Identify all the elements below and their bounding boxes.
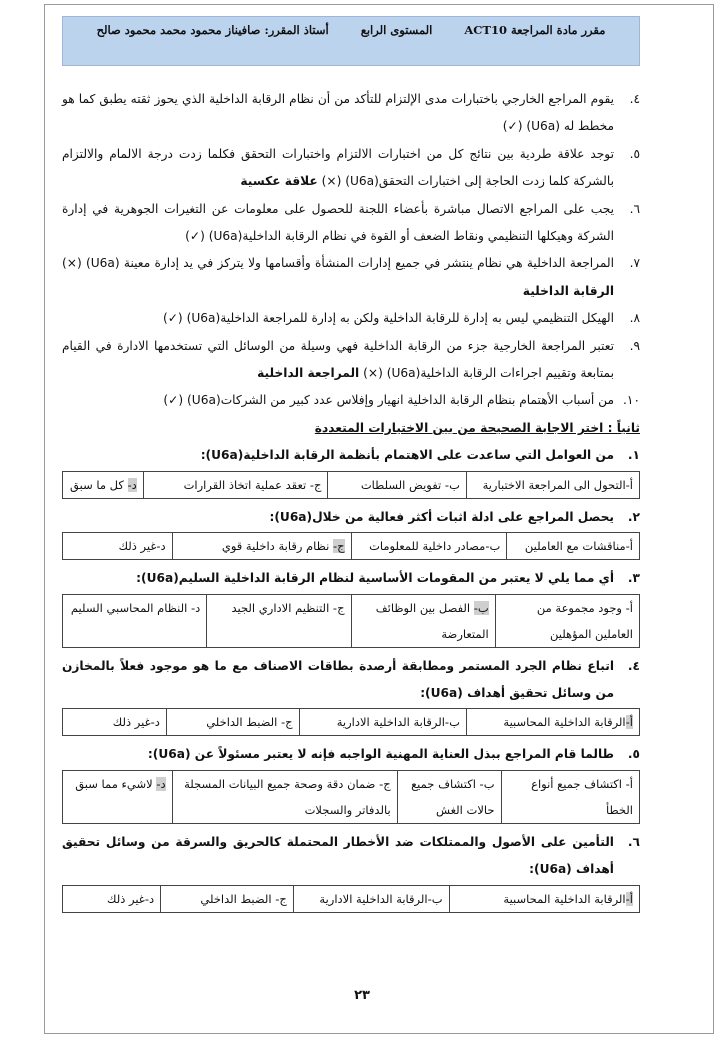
option-b[interactable]: ب-مصادر داخلية للمعلومات	[351, 533, 507, 560]
option-c[interactable]: ج- الضبط الداخلي	[161, 885, 294, 912]
statement-item	[62, 333, 640, 388]
page-content	[62, 86, 640, 918]
option-d[interactable]: د- كل ما سبق	[63, 471, 144, 498]
option-b[interactable]: ب- تفويض السلطات	[328, 471, 466, 498]
item-number: ٥.	[629, 146, 640, 161]
item-text: توجد علاقة طردية بين نتائج كل من اختبارات الالتزام واختبارات التحقق فكلما زدت درجة الالمام والالتزام بالشركة كلما زدت الحاجة إلى اختبارات التحقق(U6a) (×) علاقة عكسية	[62, 146, 614, 189]
option-c[interactable]: ج- ضمان دقة وصحة جميع البيانات المسجلة بالدفاتر والسجلات	[172, 770, 397, 823]
page-header	[62, 16, 640, 66]
option-c[interactable]: ج- التنظيم الاداري الجيد	[207, 594, 351, 647]
item-number: ١٠.	[623, 393, 640, 408]
option-c[interactable]: ج- نظام رقابة داخلية قوي	[172, 533, 351, 560]
option-a[interactable]: أ- وجود مجموعة من العاملين المؤهلين	[495, 594, 639, 647]
option-c[interactable]: ج- الضبط الداخلي	[166, 709, 299, 736]
item-text: يقوم المراجع الخارجي باختبارات مدى الإلتزام للتأكد من أن نظام الرقابة الداخلية الذي يحوز ثقته يطبق كما هو مخطط له (U6a) (✓)	[62, 92, 614, 134]
option-a[interactable]: أ-مناقشات مع العاملين	[507, 533, 640, 560]
course-title: مقرر مادة المراجعة ACT10	[464, 23, 606, 37]
page-number: ٢٣	[354, 988, 370, 1003]
option-b[interactable]: ب- اكتشاف جميع حالات الغش	[397, 770, 501, 823]
options-table	[62, 708, 640, 736]
item-number: ٨.	[629, 311, 640, 326]
option-a[interactable]: أ-الرقابة الداخلية المحاسبية	[449, 885, 639, 912]
statement-item	[62, 250, 640, 305]
question	[62, 504, 640, 531]
statement-item	[62, 305, 640, 332]
option-d[interactable]: د- النظام المحاسبي السليم	[63, 594, 207, 647]
item-number: ٧.	[629, 256, 640, 271]
options-table	[62, 532, 640, 560]
options-table	[62, 594, 640, 648]
correct-answer: المراجعة الداخلية	[257, 366, 360, 381]
option-d[interactable]: د-غير ذلك	[63, 709, 167, 736]
question-text: التأمين على الأصول والممتلكات ضد الأخطار المحتملة كالحريق والسرقة من وسائل تحقيق أهداف (U6a):	[62, 834, 614, 877]
option-b[interactable]: ب- الفصل بين الوظائف المتعارضة	[351, 594, 495, 647]
item-number: ٦.	[629, 201, 640, 216]
options-table	[62, 471, 640, 499]
statement-item	[62, 86, 640, 141]
options-table	[62, 770, 640, 824]
statement-item	[62, 387, 640, 414]
question-number: ٥.	[627, 747, 640, 762]
correct-answer: الرقابة الداخلية	[522, 283, 614, 298]
option-a[interactable]: أ- اكتشاف جميع أنواع الخطأ	[501, 770, 639, 823]
statement-item	[62, 196, 640, 251]
option-d[interactable]: د-غير ذلك	[63, 533, 173, 560]
question	[62, 565, 640, 592]
statement-item	[62, 141, 640, 196]
question-number: ٤.	[627, 658, 640, 673]
question-number: ٦.	[627, 834, 640, 849]
question-number: ٢.	[627, 509, 640, 524]
option-c[interactable]: ج- تعقد عملية اتخاذ القرارات	[143, 471, 328, 498]
question-text: اتباع نظام الجرد المستمر ومطابقة أرصدة بطاقات الاصناف مع ما هو موجود فعلاً بالمخازن من وسائل تحقيق أهداف (U6a):	[62, 658, 614, 700]
options-table	[62, 885, 640, 913]
option-a[interactable]: أ-الرقابة الداخلية المحاسبية	[466, 709, 639, 736]
question	[62, 741, 640, 768]
question	[62, 442, 640, 469]
option-b[interactable]: ب-الرقابة الداخلية الادارية	[299, 709, 466, 736]
question-text: يحصل المراجع على ادلة اثبات أكثر فعالية من خلال(U6a):	[269, 509, 614, 524]
item-text: الهيكل التنظيمي ليس به إدارة للرقابة الداخلية ولكن به إدارة للمراجعة الداخلية(U6a) (✓)	[162, 311, 614, 326]
header-text	[63, 23, 639, 37]
item-text: يجب على المراجع الاتصال مباشرة بأعضاء اللجنة للحصول على معلومات عن التغيرات الجوهرية في إدارة الشركة وهيكلها التنظيمي ونقاط الضعف أو القوة في نظام الرقابة الداخلية(U6a) (✓)	[62, 201, 614, 244]
option-b[interactable]: ب-الرقابة الداخلية الادارية	[293, 885, 449, 912]
item-number: ٤.	[629, 92, 640, 106]
question-number: ٣.	[627, 571, 640, 586]
question-text: أي مما يلي لا يعتبر من المقومات الأساسية لنظام الرقابة الداخلية السليم(U6a):	[136, 571, 614, 586]
option-a[interactable]: أ-التحول الى المراجعة الاختبارية	[466, 471, 639, 498]
teacher: أستاذ المقرر: صافيناز محمود محمد محمود صالح	[96, 23, 329, 37]
section-title: ثانياً : اختر الاجابة الصحيحة من بين الاختيارات المتعددة	[314, 420, 640, 435]
question	[62, 653, 640, 708]
question-text: طالما قام المراجع ببذل العناية المهنية الواجبه فإنه لا يعتبر مسئولاً عن (U6a):	[147, 747, 614, 762]
level: المستوى الرابع	[360, 23, 433, 37]
option-d[interactable]: د- لاشيء مما سبق	[63, 770, 173, 823]
item-number: ٩.	[629, 338, 640, 353]
option-d[interactable]: د-غير ذلك	[63, 885, 161, 912]
question-text: من العوامل التي ساعدت على الاهتمام بأنظمة الرقابة الداخلية(U6a):	[200, 448, 614, 463]
question	[62, 829, 640, 884]
item-text: تعتبر المراجعة الخارجية جزء من الرقابة الداخلية فهي وسيلة من الوسائل التي تستخدمها الادارة في القيام بمتابعة وتقييم اجراءات الرقابة الداخلية(U6a) (×) المراجعة الداخلية	[62, 338, 614, 381]
item-text: المراجعة الداخلية هي نظام ينتشر في جميع إدارات المنشأة وأقسامها ولا يتركز في يد إدارة معينة (U6a) (×) الرقابة الداخلية	[62, 256, 614, 298]
correct-answer: علاقة عكسية	[240, 174, 318, 189]
question-number: ١.	[627, 448, 640, 463]
item-text: من أسباب الأهتمام بنظام الرقابة الداخلية انهيار وإفلاس عدد كبير من الشركات(U6a) (✓)	[163, 393, 614, 408]
